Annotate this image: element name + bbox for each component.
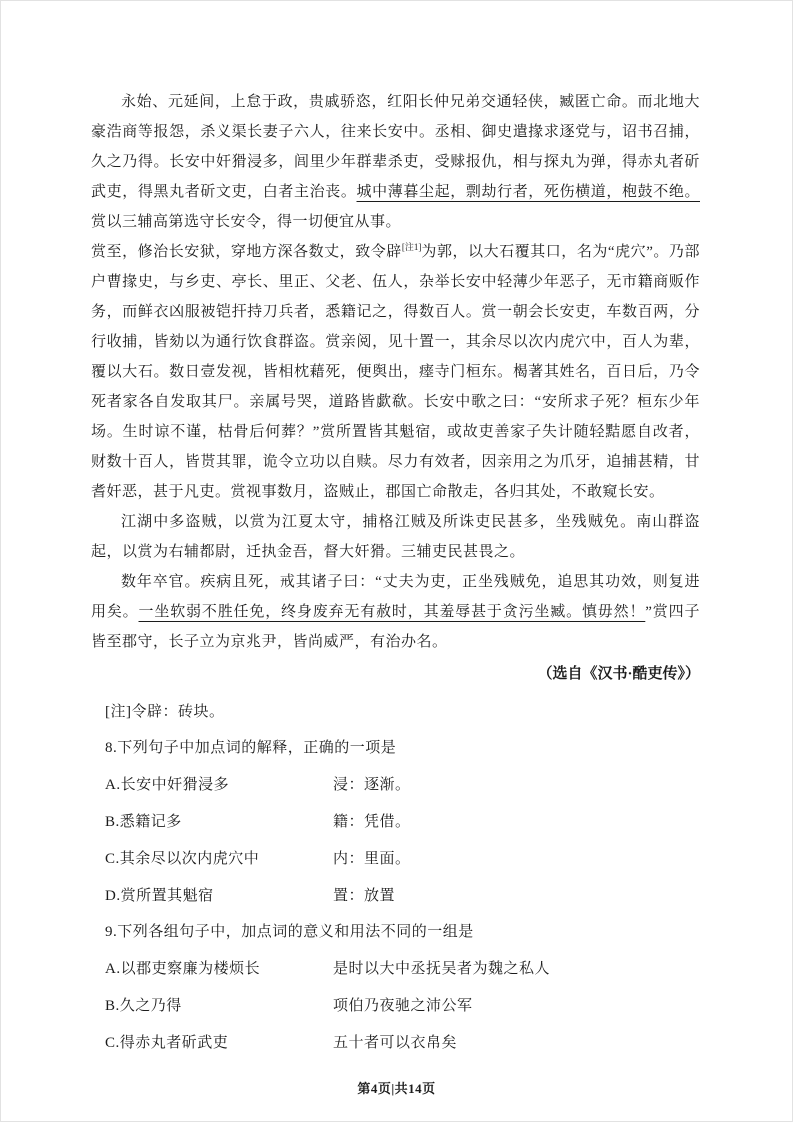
option-gloss: 项伯乃夜驰之沛公军 [333, 998, 473, 1014]
note-marker: [注1] [401, 242, 422, 252]
option-gloss: 浸：逐渐。 [333, 777, 411, 793]
passage-paragraph [91, 237, 700, 507]
option-row [105, 954, 700, 984]
passage [91, 87, 700, 657]
underlined-text: 城中薄暮尘起，剽劫行者，死伤横道，枹鼓不绝。 [356, 184, 700, 200]
passage-text: 永始、元延间，上怠于政，贵戚骄恣，红阳长仲兄弟交通轻侠，臧匿亡命。而北地大豪浩商等报怨，杀义渠长妻子六人，往来长安中。丞相、御史遣掾求逐党与，诏书召捕，久之乃得。长安中奸猾浸多，闾里少年群辈杀吏，受赇报仇，相与探丸为弹，得赤丸者斫武吏，得黑丸者斫文吏，白者主治丧。 [91, 94, 700, 200]
option-row [105, 844, 700, 874]
option-gloss: 籍：凭借。 [333, 814, 411, 830]
option-gloss: 置：放置 [333, 888, 396, 904]
passage-text: ”赏四子皆至郡守，长子立为京兆尹，皆尚威严，有治办名。 [91, 604, 700, 650]
passage-paragraph [91, 507, 700, 567]
option-text: D.赏所置其魁宿 [105, 888, 214, 904]
footnote: [注]令辟：砖块。 [105, 704, 225, 720]
source-attribution: （选自《汉书·酷吏传》） [537, 666, 700, 682]
option-text: C.其余尽以次内虎穴中 [105, 851, 260, 867]
passage-paragraph [91, 567, 700, 657]
passage-text: 数年卒官。疾病且死，戒其诸子曰：“丈夫为吏，正坐残贼免，追思其功效，则复进用矣。 [91, 574, 700, 620]
passage-text: 赏至，修治长安狱，穿地方深各数丈，致令辟 [91, 244, 402, 260]
passage-text: 江湖中多盗贼，以赏为江夏太守，捕格江贼及所诛吏民甚多，坐残贼免。南山群盗起，以赏为右辅都尉，迁执金吾，督大奸猾。三辅吏民甚畏之。 [91, 514, 700, 560]
question [105, 917, 700, 1058]
questions-section [91, 733, 700, 1058]
passage-text: 赏以三辅高第选守长安令，得一切便宜从事。 [91, 214, 402, 230]
option-text: B.久之乃得 [105, 998, 182, 1014]
option-gloss: 是时以大中丞抚吴者为魏之私人 [333, 961, 551, 977]
option-text: A.以郡吏察廉为楼烦长 [105, 961, 261, 977]
option-text: C.得赤丸者斫武吏 [105, 1035, 229, 1051]
option-row [105, 991, 700, 1021]
option-row [105, 807, 700, 837]
option-text: B.悉籍记多 [105, 814, 182, 830]
option-text: A.长安中奸猾浸多 [105, 777, 230, 793]
page-footer: 第4页|共14页 [357, 1081, 436, 1096]
passage-paragraph [91, 87, 700, 237]
question-stem: 9.下列各组句子中，加点词的意义和用法不同的一组是 [105, 924, 474, 940]
option-gloss: 内：里面。 [333, 851, 411, 867]
question [105, 733, 700, 911]
option-gloss: 五十者可以衣帛矣 [333, 1035, 458, 1051]
option-row [105, 1028, 700, 1058]
question-stem: 8.下列句子中加点词的解释，正确的一项是 [105, 740, 397, 756]
option-row [105, 881, 700, 911]
passage-text: 为郭，以大石覆其口，名为“虎穴”。乃部户曹掾史，与乡吏、亭长、里正、父老、伍人，杂举长安中轻薄少年恶子，无市籍商贩作务，而鲜衣凶服被铠扞持刀兵者，悉籍记之，得数百人。赏一朝会长安吏，车数百两，分行收捕，皆劾以为通行饮食群盗。赏亲阅，见十置一，其余尽以次内虎穴中，百人为辈，覆以大石。数日壹发视，皆相枕藉死，便舆出，瘗寺门桓东。楬著其姓名，百日后，乃令死者家各自发取其尸。亲属号哭，道路皆歔欷。长安中歌之曰：“安所求子死？桓东少年场。生时谅不谨，枯骨后何葬？”赏所置皆其魁宿，或故吏善家子失计随轻黠愿自改者，财数十百人，皆贳其罪，诡令立功以自赎。尽力有效者，因亲用之为爪牙，追捕甚精，甘耆奸恶，甚于凡吏。赏视事数月，盗贼止，郡国亡命散走，各归其处，不敢窥长安。 [91, 244, 700, 500]
option-row [105, 770, 700, 800]
underlined-text: 一坐软弱不胜任免，终身废弃无有赦时，其羞辱甚于贪污坐臧。慎毋然！ [138, 604, 646, 620]
